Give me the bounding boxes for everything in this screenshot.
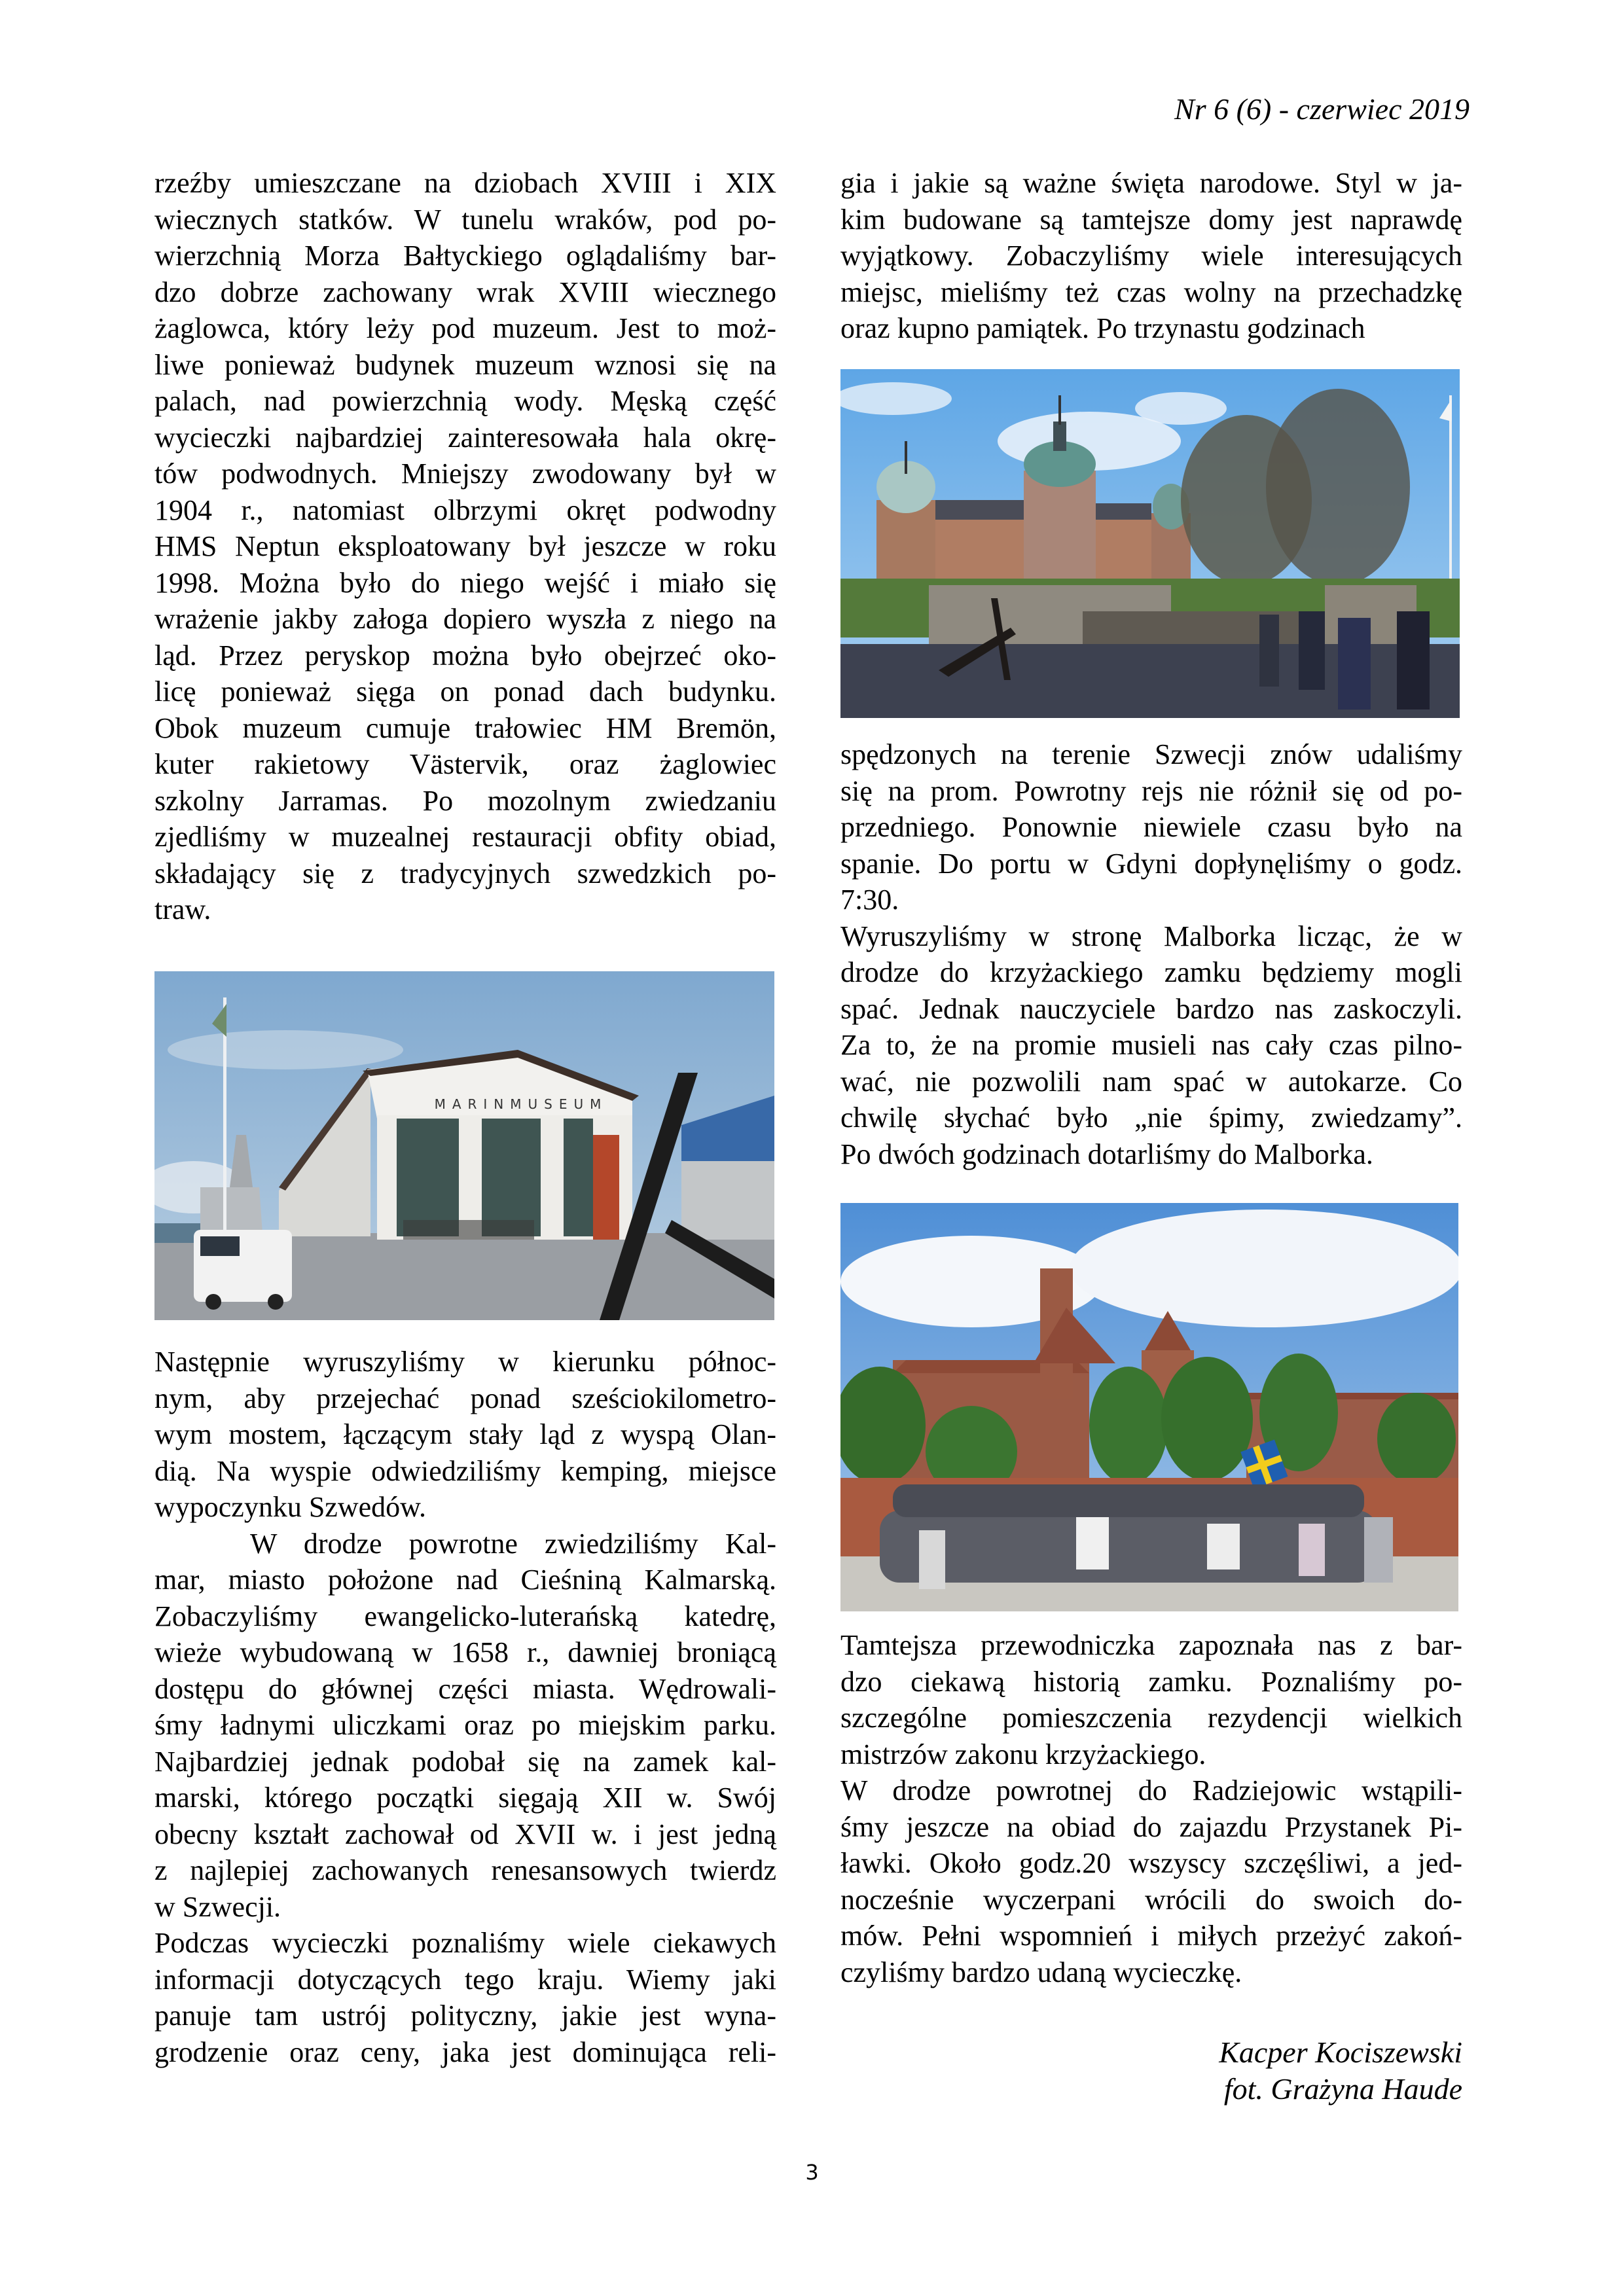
left-column-block-1 (154, 165, 776, 928)
text-line: dzo dobrze zachowany wrak XVIII wiecznego (154, 276, 776, 308)
issue-header: Nr 6 (6) - czerwiec 2019 (1174, 92, 1470, 126)
text-line: 1998. Można było do niego wejść i miało się (154, 566, 776, 599)
text-line: palach, nad powierzchnią wody. Męską część (154, 385, 776, 417)
text-line: z najlepiej zachowanych renesansowych twierdz (154, 1854, 776, 1886)
text-line: mistrzów zakonu krzyżackiego. (840, 1738, 1206, 1770)
text-line: się na prom. Powrotny rejs nie różnił się od po- (840, 774, 1462, 807)
text-line: Wyruszyliśmy w stronę Malborka licząc, że w (840, 920, 1462, 952)
page-number: 3 (805, 2160, 819, 2185)
text-line: W drodze powrotne zwiedziliśmy Kal- (250, 1527, 776, 1560)
text-line: wrażenie jakby załoga dopiero wyszła z niego na (154, 603, 776, 635)
text-line: szkolny Jarramas. Po mozolnym zwiedzaniu (154, 784, 776, 817)
text-line: kuter rakietowy Västervik, oraz żaglowiec (154, 748, 776, 780)
text-line: HMS Neptun eksploatowany był jeszcze w roku (154, 530, 776, 562)
text-line: oraz kupno pamiątek. Po trzynastu godzinach (840, 312, 1365, 344)
text-line: miejsc, mieliśmy też czas wolny na przechadzkę (840, 276, 1462, 308)
text-line: spanie. Do portu w Gdyni dopłynęliśmy o godz. (840, 847, 1462, 880)
right-column-block-2 (840, 736, 1462, 1172)
text-line: gia i jakie są ważne święta narodowe. Styl w ja- (840, 167, 1462, 199)
text-line: rzeźby umieszczane na dziobach XVIII i XIX (154, 167, 776, 199)
text-line: mów. Pełni wspomnień i miłych przeżyć zakoń- (840, 1920, 1462, 1952)
text-line: wierzchnią Morza Bałtyckiego oglądaliśmy bar- (154, 240, 776, 272)
text-line: dostępu do głównej części miasta. Wędrowali- (154, 1672, 776, 1705)
text-line: spędzonych na terenie Szwecji znów udaliśmy (840, 738, 1462, 770)
text-line: wać, nie pozwolili nam spać w autokarze. Co (840, 1065, 1462, 1098)
photo-credit: fot. Grażyna Haude (1223, 2072, 1462, 2106)
text-line: wiecznych statków. W tunelu wraków, pod po- (154, 203, 776, 236)
right-column-block-3 (840, 1627, 1462, 1990)
author-name: Kacper Kociszewski (1219, 2036, 1462, 2069)
text-line: szczególne pomieszczenia rezydencji wielkich (840, 1702, 1462, 1734)
text-line: Za to, że na promie musieli nas cały czas pilno- (840, 1029, 1462, 1061)
text-line: spać. Jednak nauczyciele bardzo nas zaskoczyli. (840, 992, 1462, 1025)
text-line: kim budowane są tamtejsze domy jest naprawdę (840, 203, 1462, 236)
marinmuseum-photo (154, 971, 774, 1320)
text-line: licę ponieważ sięga on ponad dach budynku. (154, 675, 776, 708)
text-line: żaglowca, który leży pod muzeum. Jest to moż- (154, 312, 776, 344)
text-line: W drodze powrotnej do Radziejowic wstąpili- (840, 1774, 1462, 1806)
text-line: Obok muzeum cumuje trałowiec HM Bremön, (154, 711, 776, 744)
text-line: informacji dotyczących tego kraju. Wiemy jaki (154, 1963, 776, 1996)
text-line: drodze do krzyżackiego zamku będziemy mogli (840, 956, 1462, 988)
malbork-group-photo (840, 1203, 1458, 1611)
text-line: w Szwecji. (154, 1890, 281, 1923)
right-column-block-1 (840, 165, 1462, 347)
text-line: traw. (154, 893, 211, 925)
text-line: chwilę słychać było „nie śpimy, zwiedzamy”. (840, 1102, 1462, 1134)
text-line: Tamtejsza przewodniczka zapoznała nas z bar- (840, 1629, 1462, 1661)
text-line: tów podwodnych. Mniejszy zwodowany był w (154, 457, 776, 490)
text-line: 1904 r., natomiast olbrzymi okręt podwodny (154, 493, 776, 526)
text-line: liwe ponieważ budynek muzeum wznosi się na (154, 348, 776, 381)
text-line: ląd. Przez peryskop można było obejrzeć oko- (154, 639, 776, 672)
text-line: panuje tam ustrój polityczny, jakie jest wyna- (154, 2000, 776, 2032)
text-line: przedniego. Ponownie niewiele czasu było na (840, 811, 1462, 843)
text-line: wycieczki najbardziej zainteresowała hala okrę- (154, 421, 776, 454)
text-line: nocześnie wyczerpani wrócili do swoich do- (840, 1883, 1462, 1916)
text-line: wym mostem, łączącym stały ląd z wyspą Olan- (154, 1418, 776, 1450)
text-line: dią. Na wyspie odwiedziliśmy kemping, miejsce (154, 1454, 776, 1487)
text-line: zjedliśmy w muzealnej restauracji obfity obiad, (154, 821, 776, 853)
text-line: mar, miasto położone nad Cieśniną Kalmarską. (154, 1564, 776, 1596)
text-line: czyliśmy bardzo udaną wycieczkę. (840, 1956, 1242, 1988)
text-line: Zobaczyliśmy ewangelicko-luterańską katedrę, (154, 1600, 776, 1632)
text-line: marski, którego początki sięgają XII w. Swój (154, 1782, 776, 1814)
text-line: wyjątkowy. Zobaczyliśmy wiele interesujących (840, 240, 1462, 272)
text-line: obecny kształt zachował od XVII w. i jest jedną (154, 1818, 776, 1850)
signature (1219, 2034, 1462, 2108)
text-line: wieże wybudowaną w 1658 r., dawniej broniącą (154, 1636, 776, 1668)
text-line: wypoczynku Szwedów. (154, 1491, 427, 1523)
text-line: grodzenie oraz ceny, jaka jest dominująca reli- (154, 2036, 776, 2068)
text-line: Po dwóch godzinach dotarliśmy do Malborka. (840, 1138, 1373, 1170)
text-line: Podczas wycieczki poznaliśmy wiele ciekawych (154, 1927, 776, 1959)
left-column-block-2 (154, 1344, 776, 2070)
museum-sign-text: MARINMUSEUM (434, 1096, 608, 1112)
text-line: składający się z tradycyjnych szwedzkich po- (154, 857, 776, 889)
text-line: nym, aby przejechać ponad sześciokilometro- (154, 1382, 776, 1414)
text-line: 7:30. (840, 884, 899, 916)
text-line: śmy ładnymi uliczkami oraz po miejskim parku. (154, 1709, 776, 1741)
kalmar-castle-photo (840, 369, 1460, 718)
text-line: Następnie wyruszyliśmy w kierunku północ- (154, 1346, 776, 1378)
text-line: ławki. Około godz.20 wszyscy szczęśliwi, a jed- (840, 1847, 1462, 1879)
text-line: dzo ciekawą historią zamku. Poznaliśmy po- (840, 1665, 1462, 1698)
text-line: śmy jeszcze na obiad do zajazdu Przystanek Pi- (840, 1810, 1462, 1843)
text-line: Najbardziej jednak podobał się na zamek kal- (154, 1745, 776, 1778)
